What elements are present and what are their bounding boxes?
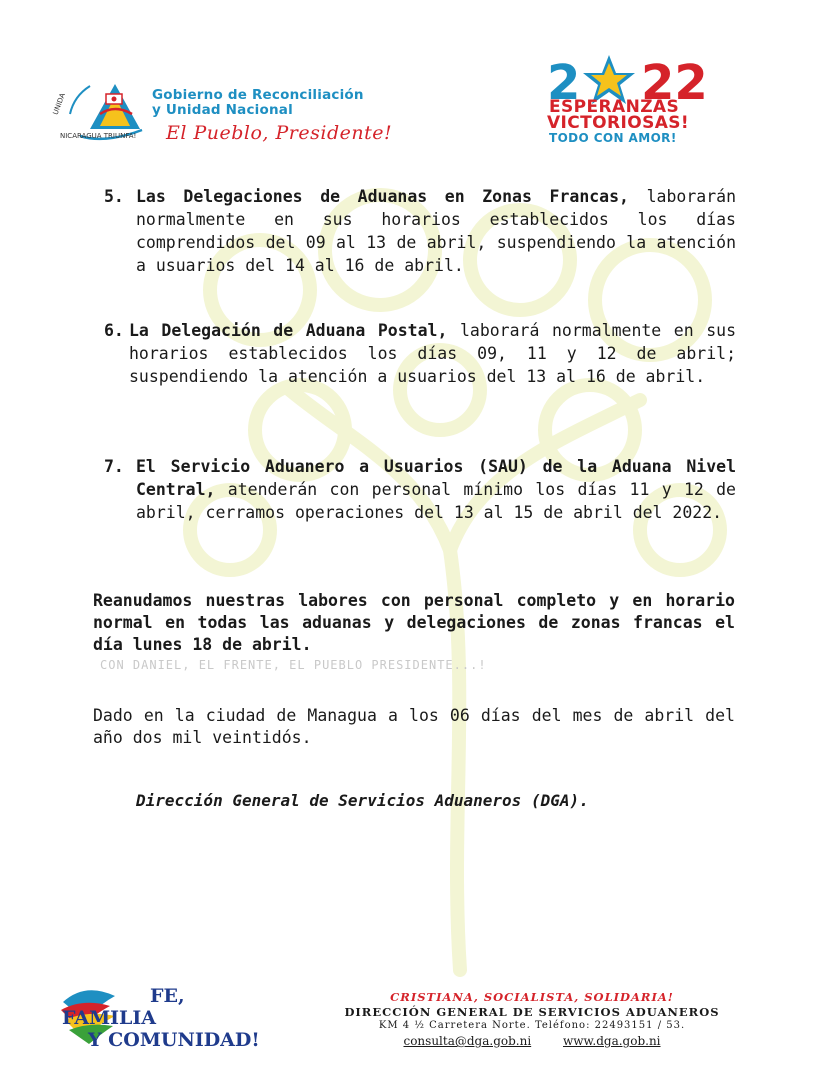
item-number: 5.: [104, 187, 124, 206]
family-slogan-line2: FAMILIA: [62, 1007, 157, 1029]
list-item-7: [104, 455, 736, 524]
item-bold: El Servicio Aduanero a Usuarios (SAU) de la Aduana Nivel Central,: [136, 457, 736, 499]
family-slogan-line3: Y COMUNIDAD!: [88, 1029, 260, 1051]
family-slogan: [62, 985, 260, 1051]
year-digit-2: 2: [547, 55, 581, 111]
website-link[interactable]: www.dga.gob.ni: [563, 1034, 661, 1048]
year-logo-line3: TODO CON AMOR!: [549, 131, 677, 145]
logo-text-unida: UNIDA: [51, 92, 67, 116]
year-logo-line1: ESPERANZAS: [549, 97, 680, 117]
year-digits-22: 22: [641, 55, 708, 111]
item-text: [136, 185, 736, 277]
item-text: [129, 319, 736, 388]
footer-contact: [312, 990, 752, 1049]
family-slogan-line1: FE,: [150, 985, 185, 1007]
given-date-text: Dado en la ciudad de Managua a los 06 días del mes de abril del año dos mil veintidós.: [93, 706, 735, 747]
logo-text-triunfa: NICARAGUA TRIUNFA!: [60, 132, 137, 140]
list-item-5: [104, 185, 736, 277]
item-number: 7.: [104, 457, 124, 476]
signature-line: Dirección General de Servicios Aduaneros (DGA).: [136, 791, 589, 810]
item-rest: laborará normalmente en sus horarios establecidos los días 09, 11 y 12 de abril; suspendiendo la atención a usuarios del 13 al 16 de abril.: [129, 321, 736, 386]
gov-name-line2: y Unidad Nacional: [152, 102, 293, 118]
email-link[interactable]: consulta@dga.gob.ni: [403, 1034, 532, 1048]
year-logo-line2: VICTORIOSAS!: [547, 113, 690, 133]
item-rest: atenderán con personal mínimo los días 11 y 12 de abril, cerramos operaciones del 13 al 15 de abril del 2022.: [136, 480, 736, 522]
item-bold: Las Delegaciones de Aduanas en Zonas Francas,: [136, 187, 629, 206]
logo-2022: [545, 55, 735, 147]
footer-address: KM 4 ½ Carretera Norte. Teléfono: 22493151 / 53.: [378, 1020, 686, 1031]
tree-watermark: [120, 170, 820, 990]
footer-direction: DIRECCIÓN GENERAL DE SERVICIOS ADUANEROS: [344, 1005, 720, 1019]
government-header: [152, 88, 392, 144]
item-rest: laborarán normalmente en sus horarios establecidos los días comprendidos del 09 al 13 de abril, suspendiendo la atención a usuarios del 14 al 16 de abril.: [136, 187, 736, 275]
list-item-6: [104, 319, 736, 388]
item-bold: La Delegación de Aduana Postal,: [129, 321, 448, 340]
gov-name-line1: Gobierno de Reconciliación: [152, 87, 364, 103]
resume-notice: Reanudamos nuestras labores con personal completo y en horario normal en todas las aduanas y delegaciones de zonas francas el día lunes 18 de abril.: [93, 591, 735, 654]
footer-links: [312, 1033, 752, 1049]
item-number: 6.: [104, 321, 124, 340]
gov-slogan: El Pueblo, Presidente!: [166, 122, 393, 144]
ghost-slogan: CON DANIEL, EL FRENTE, EL PUEBLO PRESIDENTE...!: [100, 658, 487, 672]
footer-motto: CRISTIANA, SOCIALISTA, SOLIDARIA!: [390, 990, 674, 1004]
item-text: [136, 455, 736, 524]
